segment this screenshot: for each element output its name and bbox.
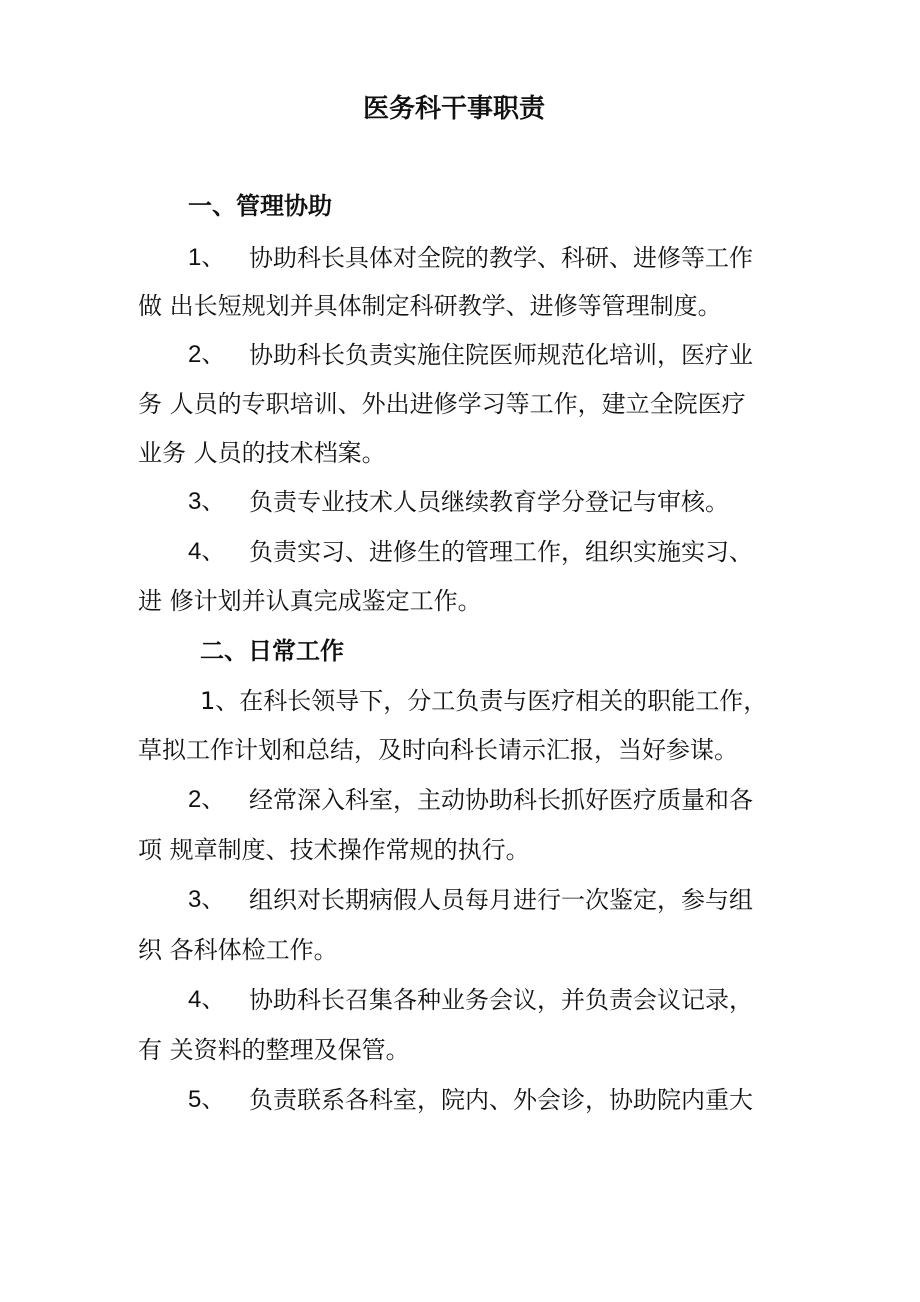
paragraph-line: 业务 人员的技术档案。 xyxy=(138,439,386,467)
paragraph-line: 负责专业技术人员继续教育学分登记与审核。 xyxy=(249,488,729,516)
paragraph-line: 做 出长短规划并具体制定科研教学、进修等管理制度。 xyxy=(138,292,722,320)
item-number: 3、 xyxy=(188,488,226,515)
paragraph-line: 负责实习、进修生的管理工作，组织实施实习、 xyxy=(249,538,753,566)
section-heading-management: 一、管理协助 xyxy=(188,192,332,220)
item-number: 2、 xyxy=(188,786,226,813)
item-number: 5、 xyxy=(188,1086,226,1113)
paragraph-line: 协助科长负责实施住院医师规范化培训，医疗业 xyxy=(249,341,753,369)
item-number: 4、 xyxy=(188,986,226,1013)
item-number: 2、 xyxy=(188,341,226,368)
item-number: 3、 xyxy=(188,886,226,913)
section-heading-daily-work: 二、日常工作 xyxy=(200,637,344,665)
paragraph-line: 负责联系各科室，院内、外会诊，协助院内重大 xyxy=(249,1086,753,1114)
paragraph-line: 协助科长召集各种业务会议，并负责会议记录， xyxy=(249,986,753,1014)
paragraph-line: 有 关资料的整理及保管。 xyxy=(138,1036,410,1064)
document-title: 医务科干事职责 xyxy=(363,94,546,124)
paragraph-line: 组织对长期病假人员每月进行一次鉴定，参与组 xyxy=(249,886,753,914)
item-number: 1、 xyxy=(188,244,226,271)
paragraph-line: 1、在科长领导下，分工负责与医疗相关的职能工作， xyxy=(200,687,768,715)
paragraph-line: 经常深入科室，主动协助科长抓好医疗质量和各 xyxy=(249,786,753,814)
paragraph-line: 织 各科体检工作。 xyxy=(138,936,338,964)
paragraph-line: 草拟工作计划和总结，及时向科长请示汇报，当好参谋。 xyxy=(138,736,738,764)
paragraph-line: 项 规章制度、技术操作常规的执行。 xyxy=(138,836,530,864)
paragraph-line: 协助科长具体对全院的教学、科研、进修等工作 xyxy=(249,244,753,272)
item-number: 4、 xyxy=(188,538,226,565)
paragraph-line: 进 修计划并认真完成鉴定工作。 xyxy=(138,587,482,615)
paragraph-line: 务 人员的专职培训、外出进修学习等工作，建立全院医疗 xyxy=(138,390,746,418)
